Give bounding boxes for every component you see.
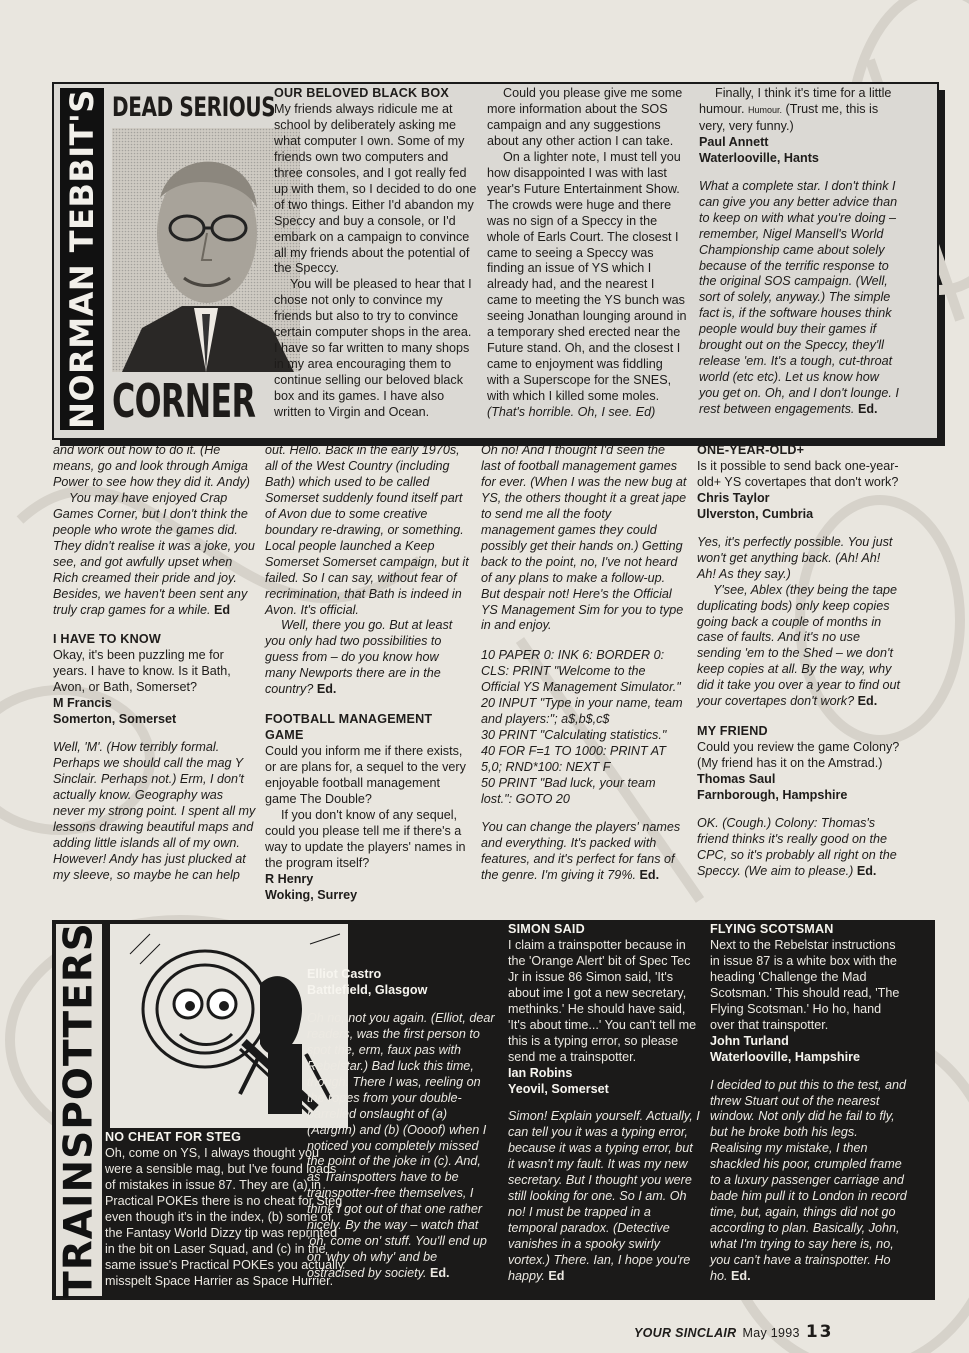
editor-signoff: Ed. (857, 402, 878, 417)
letter-text-p5 (699, 86, 899, 135)
letter-text-p4 (487, 150, 687, 421)
football-reply-end (481, 820, 687, 884)
reply-text: OK. (Cough.) Colony: Thomas's friend thinks it's really good on the CPC, so it's probably all right on the Speccy. (We aim to please.) (697, 816, 897, 878)
reply-text: You can change the players' names and everything. It's packed with features, and it's perfect for fans of the genre. I'm giving it 79%. (481, 819, 681, 882)
letter-text: Oh, come on YS, I always thought you were a sensible mag, but I've found loads of mistakes in issue 87. They are (a) in Practical POKEs there is no cheat for Steg even though it's in the index, (b) some of the Fantasy World Dizzy tip was reprinted in the bit on Laser Squad, and (c) in the same issue's Practical POKEs you actually misspelt Space Harrier as Space Hurrier. (105, 1145, 344, 1288)
signature-name: Ian Robins (508, 1065, 573, 1080)
reply-text: You may have enjoyed Crap Games Corner, but I don't think the people who wrote the games did. They didn't realise it was a joke, you see, and got awfully upset when Rich creamed their pride and joy. Besides, we haven't been sent any truly crap games for a while. (53, 490, 255, 617)
reply-text: Yes, it's perfectly possible. You just won't get anything back. (Ah! Ah! Ah! As they say.) (697, 534, 893, 581)
have-to-know-reply (53, 740, 257, 884)
issue-date: May 1993 (742, 1326, 800, 1340)
reply-text: Simon! Explain yourself. Actually, I can tell you it was a typing error, because it was a typing error, but it wasn't my fault. It was my new secretary. But I thought you were still looking for one. So I am. Oh no! I must be trapped in a temporal paradox. (Detective vanishes in a spooky swirly vortex.) There. Ian, I hope you're happy. (508, 1109, 700, 1284)
signature-name: John Turland (710, 1033, 789, 1048)
letter-text: Finally, I think it's time for a little humour. (699, 86, 892, 116)
lower-column-4 (697, 443, 901, 880)
reply-text: Well, 'M'. (How terribly formal. Perhaps we should call the mag Y Sinclair. Perhaps not.) Erm, I don't actually know. Geography was never my strong point. I spent all my lessons drawing beautiful maps and adding little islands all of my own. However! Andy has just plucked at my sleeve, so maybe he can help (53, 740, 256, 882)
corner-vertical-title-text: NORMAN TEBBIT'S (63, 89, 101, 429)
signature-place: Woking, Surrey (265, 887, 358, 902)
page-number: 13 (805, 1322, 834, 1342)
reply-text: Oh no! And I thought I'd seen the last of football management games for ever. (When I was the new bug at YS, the others thought it a great jape to send me all the footy management games they could possibly get their hands on.) Getting back to the point, no, I've not heard of any plans to make a follow-up. But despair not! Here's the Official YS Management Sim for you to type in and enjoy. (481, 443, 687, 633)
signature-name: R Henry (265, 871, 314, 886)
trainspotters-column-3 (508, 922, 700, 1285)
letter-heading: NO CHEAT FOR STEG (105, 1130, 242, 1144)
editor-signoff: Ed. (316, 682, 337, 697)
editor-signoff: Ed. (856, 863, 877, 878)
editor-signoff: Ed. (731, 1269, 751, 1284)
letter-black-box-col1 (274, 86, 478, 421)
editor-signoff: Ed. (639, 867, 660, 882)
letter-text: My friends always ridicule me at school by deliberately asking me what computer I own. Some of my friends own two computers and three consoles, and I got really fed up with them, so I decided to do one of two things. Either I'd abandon my Speccy and buy a console, or I'd embark on a campaign to convince all my friends about the potential of the Speccy. (274, 101, 477, 276)
norman-tebbit-photo (112, 128, 300, 372)
trainspotters-column-4 (710, 922, 908, 1285)
simon-reply (508, 1109, 700, 1284)
editor-signoff: Ed. (857, 694, 878, 709)
signature-place: Farnborough, Hampshire (697, 788, 848, 803)
letter-text: Okay, it's been puzzling me for years. I have to know. Is it Bath, Avon, or Bath, Somerset? (53, 648, 231, 695)
editor-signoff: Ed (213, 602, 231, 617)
signature-place: Battlefield, Glasgow (307, 982, 428, 997)
have-to-know-reply-end (265, 618, 469, 698)
editor-reply-text: What a complete star. I don't think I can give you any better advice than to keep on with what you're doing – remember, Nigel Mansell's World Championship came about solely because of the terrific response to the original SOS campaign. (Well, sort of solely, anyway.) The simple fact is, if the software houses think people would buy their games if brought out on the Speccy, they'll release 'em. It's a tough, cut-throat world (etc etc). Let us know how you get on. Oh, and I don't lounge. I rest between engagements. (699, 178, 899, 417)
editor-signoff: Ed. (429, 1266, 450, 1281)
signature-place: Waterlooville, Hampshire (710, 1049, 860, 1064)
lower-column-2 (265, 443, 469, 904)
have-to-know-reply-cont (265, 443, 469, 618)
letter-heading: SIMON SAID (508, 922, 585, 936)
editor-reply (699, 179, 899, 418)
letter-heading: MY FRIEND (697, 724, 768, 739)
letter-black-box-col3 (699, 86, 899, 418)
one-year-reply (697, 535, 901, 583)
letter-text: Next to the Rebelstar instructions in issue 87 is a white box with the heading 'Challenge the Mad Scotsman.' This should read, 'The Flying Scotsman.' Ho ho, hand over that trainspotter. (710, 937, 900, 1032)
page-footer (634, 1322, 833, 1342)
reply-text: and work out how to do it. (He means, go and look through Amiga Power to see how they did it. Andy) (53, 443, 250, 489)
lower-column-1 (53, 443, 257, 884)
reply-text: Oh no, not you again. (Elliot, dear readers, was the first person to spot the, erm, faux pas with Rebelstar.) Bad luck this time, though. There I was, reeling on the ropes from your double-barrelled onslaught of (a) (Aarghh) and (b) (Oooof) when I noticed you completely missed the point of the joke in (c). And, as Trainspotters have to be trainspotter-free themselves, I think I got out of that one rather nicely. By the way – watch that 'oh, come on' stuff. You'll end up on 'why oh why' and be ostracised by society. (307, 1010, 495, 1281)
reply-text: I decided to put this to the test, and threw Stuart out of the nearest window. Not only did he fail to fly, but he broke both his legs. Realising my mistake, I then shackled his poor, crumpled frame to a luxury passenger carriage and bade him pull it to London in record time, but, again, things did not go according to plan. Basically, John, what I'm trying to say here is, no, you can't have a trainspotter. Ho ho. (710, 1077, 907, 1284)
letter-heading: FLYING SCOTSMAN (710, 922, 834, 936)
flying-reply (710, 1078, 908, 1285)
basic-listing (481, 648, 687, 808)
crap-games-reply-2 (53, 491, 257, 619)
trainspotters-column-2 (307, 920, 497, 1282)
letter-text: Could you inform me if there exists, or are plans for, a sequel to the very enjoyable football management game The Double? (265, 744, 466, 807)
reply-text: Well, there you go. But at least you only had two possibilities to guess from – do you know how many Newports there are in the country? (265, 618, 453, 697)
signature-place: Somerton, Somerset (53, 712, 177, 727)
one-year-reply-2 (697, 583, 901, 711)
editor-signoff: Ed (548, 1269, 565, 1284)
small-humour: Humour. (748, 104, 783, 115)
signature-place: Ulverston, Cumbria (697, 506, 814, 521)
editor-aside: (Trust me, this is very, very funny.) (699, 101, 879, 133)
football-reply (481, 443, 687, 634)
letter-black-box-col2 (487, 86, 687, 421)
signature-name: M Francis (53, 696, 112, 711)
letter-heading: OUR BELOVED BLACK BOX (274, 86, 449, 100)
code-line: 30 PRINT "Calculating statistics." (481, 728, 667, 743)
letter-heading: ONE-YEAR-OLD+ (697, 443, 805, 457)
corner-vertical-title (60, 88, 104, 430)
letter-text: You will be pleased to hear that I chose not only to convince my friends but also to try to convince certain computer shops in the area. I have so far written to many shops in my area encouraging them to continue selling our beloved black box and its games. I have also written to Virgin and Ocean. (274, 277, 472, 420)
letter-text: On a lighter note, I must tell you how disappointed I was with last year's Future Entertainment Show. The crowds were huge and there was no sign of a Speccy in the whole of Earls Court. The closest I came to seeing a Speccy was finding an issue of YS which I already had, and the nearest I came to meeting the YS bunch was seeing Jonathan lounging around in a temporary shed erected near the Future stand. Oh, and the closest I came to enjoyment was fiddling with a Superscope for the SNES, with which I killed some moles. (487, 149, 687, 404)
code-line: 40 FOR F=1 TO 1000: PRINT AT 5,0; RND*100: NEXT F (481, 744, 666, 775)
letter-text: Could you please give me some more information about the SOS campaign and any suggestions about any other action I can take. (487, 86, 683, 148)
corner-title-top: DEAD SERIOUS (112, 92, 276, 123)
editor-reply-inline: (That's horrible. Oh, I see. Ed) (487, 405, 656, 420)
code-line: 10 PAPER 0: INK 6: BORDER 0: CLS: PRINT "Welcome to the Official YS Management Simulator." (481, 648, 681, 695)
crap-games-reply-1 (53, 443, 257, 491)
corner-title-bottom: CORNER (112, 374, 256, 428)
signature-name: Chris Taylor (697, 490, 770, 505)
signature-name: Elliot Castro (307, 967, 382, 981)
signature-name: Paul Annett (699, 134, 769, 149)
letter-heading: FOOTBALL MANAGEMENT GAME (265, 712, 433, 743)
letter-text: Could you review the game Colony? (My friend has it on the Amstrad.) (697, 740, 900, 771)
code-line: 20 INPUT "Type in your name, team and players:"; a$,b$,c$ (481, 696, 683, 727)
steg-reply (307, 1011, 497, 1282)
signature-place: Yeovil, Somerset (508, 1081, 609, 1096)
reply-text: Y'see, Ablex (they being the tape duplicating bods) only keep copies going back a couple of months in case of faults. And it's no use sending 'em to the Shed – we don't keep copies at all. By the way, why did it take you over a year to find out your covertapes don't work? (697, 582, 901, 709)
letter-text: Is it possible to send back one-year-old+ YS covertapes that don't work? (697, 458, 899, 489)
letter-text: If you don't know of any sequel, could you please tell me if there's a way to update the players' names in the program itself? (265, 807, 466, 870)
reply-text: out. Hello. Back in the early 1970s, all of the West Country (including Bath) which used to be called Somerset suddenly found itself part of Avon due to some creative boundary re-drawing, or something. Local people launched a Keep Somerset Somerset campaign, but it failed. So I can say, without fear of recrimination, that Bath is indeed in Avon. It's official. (265, 443, 469, 617)
trainspotters-box (52, 920, 935, 1300)
code-line: 50 PRINT "Bad luck, your team lost.": GOTO 20 (481, 776, 656, 807)
letter-heading: I HAVE TO KNOW (53, 632, 161, 647)
letter-text: I claim a trainspotter because in the 'Orange Alert' bit of Spec Tec Jr in issue 86 Simon said, 'It's about ime I got a new secretary, methinks.' He should have said, 'It's about time...' You can't tell me this is a typing error, so please send me a trainspotter. (508, 937, 697, 1064)
friend-reply (697, 816, 901, 880)
signature-place: Waterlooville, Hants (699, 150, 819, 165)
trainspotters-title-text: TRAINSPOTTERS (56, 922, 102, 1298)
signature-name: Thomas Saul (697, 772, 776, 787)
magazine-name: YOUR SINCLAIR (634, 1326, 737, 1340)
lower-column-3 (481, 443, 687, 884)
trainspotters-vertical-title (56, 924, 102, 1296)
